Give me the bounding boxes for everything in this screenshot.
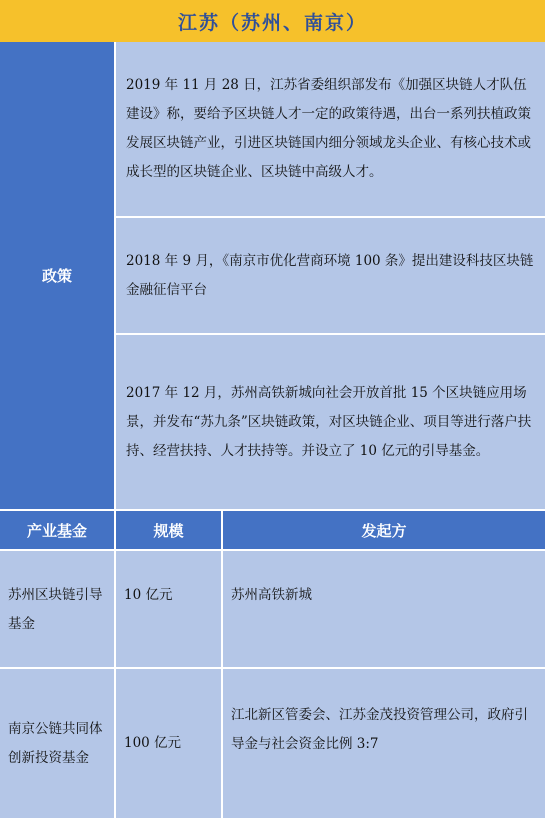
fund-name: 南京公链共同体创新投资基金 xyxy=(8,720,103,766)
table-row xyxy=(0,669,545,818)
fund-scale-cell xyxy=(116,551,221,667)
policy-item xyxy=(116,335,545,509)
fund-scale-cell xyxy=(116,669,221,818)
page-title: 江苏（苏州、南京） xyxy=(0,0,545,42)
policy-item-text: 2017 年 12 月，苏州高铁新城向社会开放首批 15 个区块链应用场景，并发布“苏九条”区块链政策，对区块链企业、项目等进行落户扶持、经营扶持、人才扶持等。并设立了 10 亿元的引导基金。 xyxy=(126,384,532,459)
fund-name-cell xyxy=(0,551,114,667)
fund-scale: 10 亿元 xyxy=(124,587,173,603)
policy-item-text: 2019 年 11 月 28 日，江苏省委组织部发布《加强区块链人才队伍建设》称，要给予区块链人才一定的政策待遇，出台一系列扶植政策发展区块链产业，引进区块链国内细分领域龙头企业、有核心技术或成长型的区块链企业、区块链中高级人才。 xyxy=(126,77,531,180)
fund-sponsor: 苏州高铁新城 xyxy=(231,587,312,603)
table-row xyxy=(0,551,545,667)
fund-sponsor-cell xyxy=(223,669,545,818)
fund-name-cell xyxy=(0,669,114,818)
fund-sponsor: 江北新区管委会、江苏金茂投资管理公司，政府引导金与社会资金比例 3:7 xyxy=(231,707,528,752)
fund-scale: 100 亿元 xyxy=(124,735,182,751)
fund-sponsor-cell xyxy=(223,551,545,667)
policy-item-text: 2018 年 9 月，《南京市优化营商环境 100 条》提出建设科技区块链金融征信平台 xyxy=(126,252,534,298)
policy-item xyxy=(116,42,545,216)
header-fund-name: 产业基金 xyxy=(0,511,116,549)
policy-item xyxy=(116,218,545,333)
header-scale: 规模 xyxy=(116,511,223,549)
fund-table-header xyxy=(0,511,545,549)
policy-label: 政策 xyxy=(0,42,116,509)
fund-name: 苏州区块链引导基金 xyxy=(8,587,103,632)
header-sponsor: 发起方 xyxy=(361,521,407,540)
